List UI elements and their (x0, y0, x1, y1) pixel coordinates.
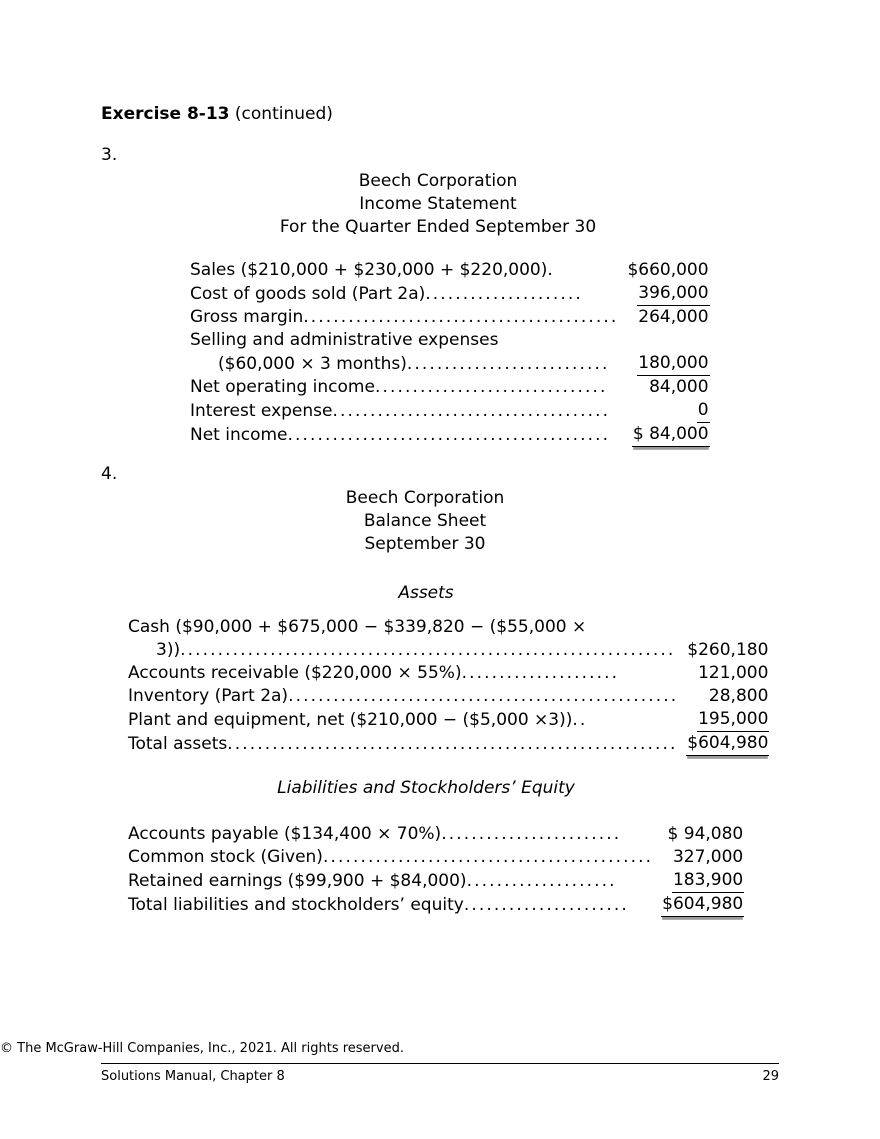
row-amount-cell (618, 259, 709, 282)
row-amount: $260,180 (687, 640, 769, 660)
leader-dots: ........................... (406, 354, 610, 374)
part-number-3: 3. (101, 145, 118, 165)
leader-dots: ..................... (425, 284, 583, 304)
row-amount: 28,800 (708, 686, 769, 706)
row-label: Cost of goods sold (Part 2a) (190, 284, 426, 304)
liabilities-rows (128, 823, 744, 917)
statement-row (128, 616, 769, 639)
row-label: Gross margin (190, 307, 304, 327)
row-label-cell (190, 259, 618, 282)
row-label-cell (128, 685, 678, 708)
statement-row (190, 423, 710, 447)
row-amount: $604,980 (686, 732, 769, 756)
row-label: Total assets (128, 734, 228, 754)
row-label: Retained earnings ($99,900 + $84,000) (128, 871, 467, 891)
liabilities-table (128, 823, 744, 917)
row-amount-cell (653, 869, 744, 893)
liabilities-section-heading: Liabilities and Stockholders’ Equity (277, 778, 575, 798)
row-amount-cell (678, 685, 769, 708)
statement-row (128, 869, 744, 893)
balance-sheet-title (125, 487, 725, 556)
row-amount-cell (653, 846, 744, 869)
income-statement-title (138, 170, 738, 239)
row-label-cell (128, 893, 653, 917)
row-label: Interest expense (190, 401, 333, 421)
exercise-header (101, 104, 333, 124)
row-label-cell (190, 306, 618, 329)
row-label: Cash ($90,000 + $675,000 − $339,820 − ($55,000 × (128, 617, 587, 637)
statement-row (128, 685, 769, 708)
assets-section-heading: Assets (398, 583, 454, 603)
statement-row (190, 399, 710, 423)
statement-row (128, 823, 744, 846)
footer-copyright: © The McGraw-Hill Companies, Inc., 2021. All rights reserved. (0, 1041, 404, 1056)
row-amount-cell (618, 423, 709, 447)
statement-row (190, 376, 710, 399)
row-label: Net operating income (190, 377, 375, 397)
footer-divider (101, 1063, 779, 1064)
row-amount-cell (678, 708, 769, 732)
statement-row (190, 282, 710, 306)
row-label: Selling and administrative expenses (190, 330, 499, 350)
row-amount: 183,900 (672, 869, 744, 893)
statement-row (190, 352, 710, 376)
leader-dots: . (547, 260, 555, 280)
row-label: Sales ($210,000 + $230,000 + $220,000) (190, 260, 548, 280)
leader-dots: .................................................................. (180, 640, 676, 660)
row-label-cell (190, 399, 618, 423)
income-statement-rows (190, 259, 710, 447)
row-label: Plant and equipment, net ($210,000 − ($5,000 ×3)) (128, 710, 573, 730)
balance-sheet-title-line-3: September 30 (364, 534, 486, 554)
leader-dots: ...................... (463, 895, 629, 915)
leader-dots: .................... (466, 871, 617, 891)
row-amount: 327,000 (672, 847, 744, 867)
row-amount-cell (678, 639, 769, 662)
part-number-4: 4. (101, 464, 118, 484)
leader-dots: .................................................... (288, 686, 679, 706)
income-statement-table (190, 259, 710, 447)
statement-row (128, 662, 769, 685)
row-amount: 0 (697, 399, 710, 423)
statement-row (190, 329, 710, 352)
row-amount-cell (653, 823, 744, 846)
row-label: Inventory (Part 2a) (128, 686, 289, 706)
row-label: Accounts receivable ($220,000 × 55%) (128, 663, 462, 683)
leader-dots: ............................................................ (227, 734, 678, 754)
row-amount-cell (618, 282, 709, 306)
statement-row (128, 893, 744, 917)
row-amount-cell (618, 352, 709, 376)
row-amount-cell (618, 399, 709, 423)
row-amount: $604,980 (661, 893, 744, 917)
row-label: ($60,000 × 3 months) (218, 354, 407, 374)
row-label-cell (128, 846, 653, 869)
row-amount: 180,000 (637, 352, 709, 376)
row-amount: $ 94,080 (667, 824, 744, 844)
row-label: 3)) (156, 640, 181, 660)
row-label-cell (190, 423, 618, 447)
row-label-cell (128, 639, 678, 662)
row-label-cell (128, 869, 653, 893)
footer-bottom (101, 1069, 779, 1084)
row-amount: 195,000 (697, 708, 769, 732)
leader-dots: ............................... (374, 377, 608, 397)
row-label: Total liabilities and stockholders’ equity (128, 895, 464, 915)
row-amount-cell (653, 893, 744, 917)
row-amount: $ 84,000 (632, 423, 710, 447)
row-label-cell (128, 732, 678, 756)
exercise-title: Exercise 8-13 (101, 104, 230, 124)
row-amount-cell (678, 662, 769, 685)
row-label-cell (128, 823, 653, 846)
statement-row (128, 708, 769, 732)
income-statement-title-line-1: Beech Corporation (358, 171, 518, 191)
row-amount: $660,000 (627, 260, 709, 280)
row-amount-cell (618, 306, 709, 329)
leader-dots: ..................... (461, 663, 620, 683)
row-amount-cell (618, 329, 709, 352)
leader-dots: ........................................... (287, 425, 611, 445)
statement-row (190, 306, 710, 329)
income-statement-title-line-3: For the Quarter Ended September 30 (279, 217, 597, 237)
row-amount: 264,000 (638, 307, 709, 327)
assets-table (128, 616, 769, 756)
exercise-continued-label: (continued) (229, 104, 333, 124)
row-label: Net income (190, 425, 288, 445)
row-label: Common stock (Given) (128, 847, 323, 867)
row-amount: 84,000 (649, 377, 709, 397)
row-label-cell (128, 708, 678, 732)
row-label-cell (128, 662, 678, 685)
row-label-cell (190, 376, 618, 399)
statement-row (128, 846, 744, 869)
row-label-cell (128, 616, 678, 639)
row-amount: 396,000 (637, 282, 709, 306)
leader-dots: ........................ (441, 824, 622, 844)
statement-row (128, 732, 769, 756)
balance-sheet-title-line-2: Balance Sheet (363, 511, 487, 531)
income-statement-title-line-2: Income Statement (359, 194, 517, 214)
row-label-cell (190, 329, 618, 352)
footer-manual-label: Solutions Manual, Chapter 8 (101, 1069, 285, 1084)
footer-page-number: 29 (762, 1069, 779, 1084)
statement-row (128, 639, 769, 662)
row-amount-cell (618, 376, 709, 399)
leader-dots: .. (572, 710, 588, 730)
row-label-cell (190, 352, 618, 376)
row-label: Accounts payable ($134,400 × 70%) (128, 824, 442, 844)
row-amount: 121,000 (698, 663, 769, 683)
statement-row (190, 259, 710, 282)
row-amount-cell (678, 616, 769, 639)
leader-dots: ............................................ (322, 847, 654, 867)
leader-dots: .......................................... (303, 307, 619, 327)
row-amount-cell (678, 732, 769, 756)
row-label-cell (190, 282, 618, 306)
leader-dots: ..................................... (332, 401, 611, 421)
balance-sheet-title-line-1: Beech Corporation (345, 488, 505, 508)
assets-rows (128, 616, 769, 756)
